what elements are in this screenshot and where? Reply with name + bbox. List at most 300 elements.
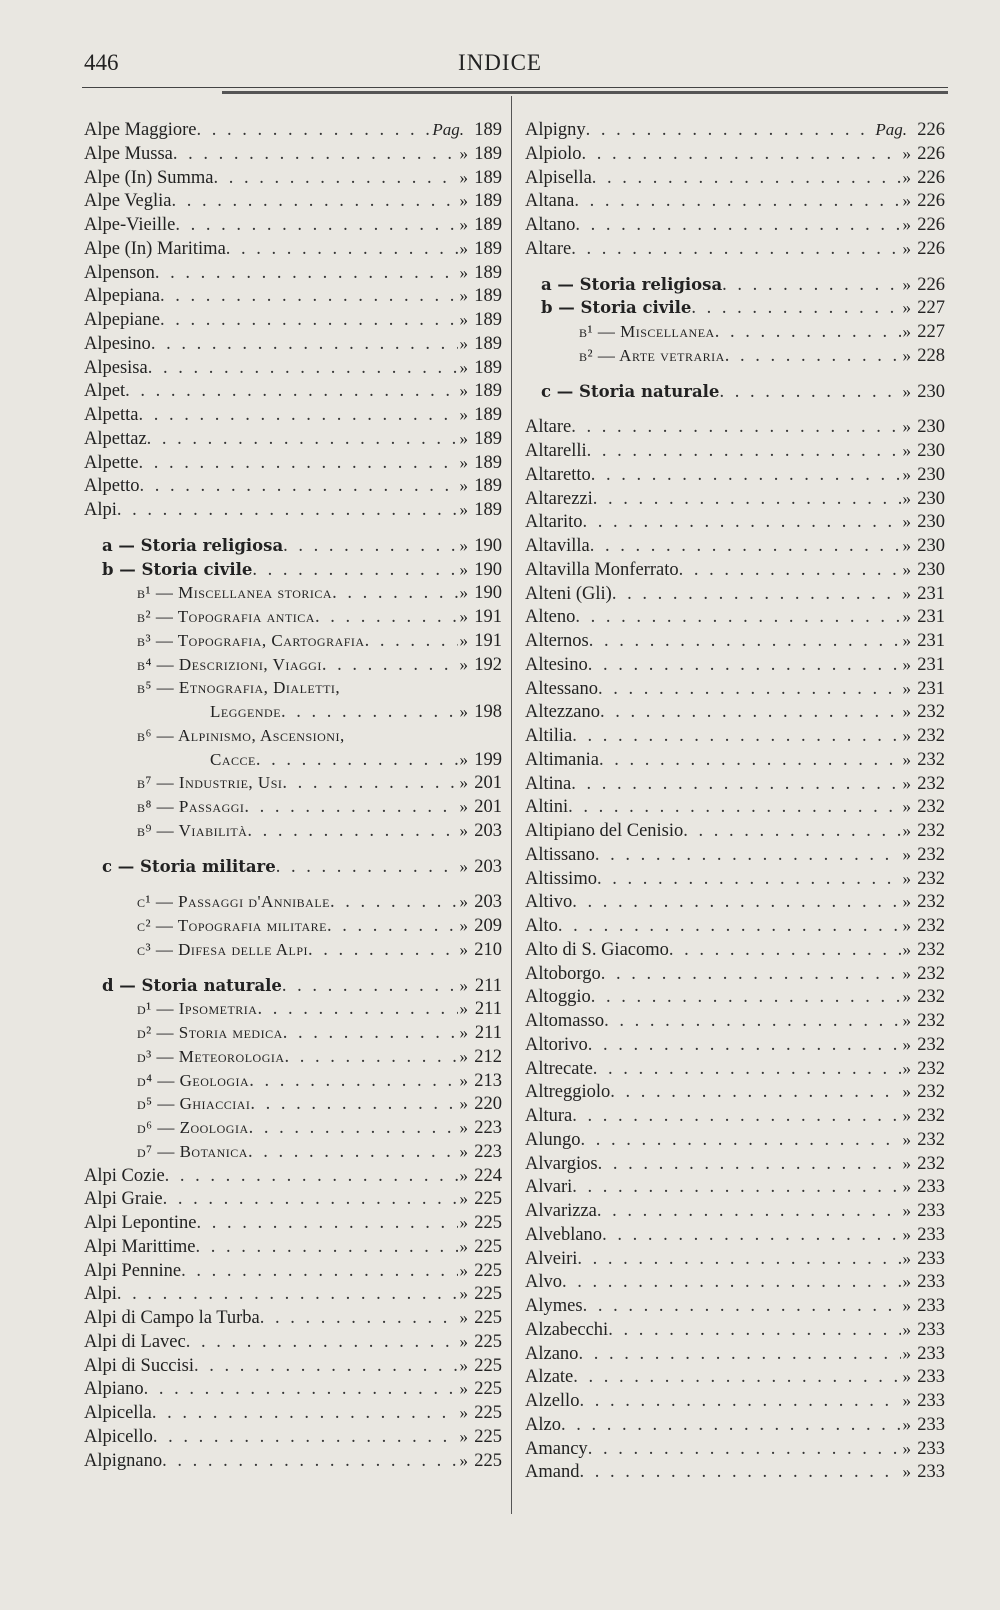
- entry-page: 203: [474, 856, 502, 877]
- entry-label: Altrecate: [525, 1058, 593, 1079]
- index-entry: [525, 320, 945, 344]
- index-entry: [525, 629, 945, 653]
- entry-page: 201: [474, 773, 502, 794]
- ditto-mark: »: [902, 488, 911, 508]
- entry-label: Alpettaz: [84, 428, 147, 449]
- entry-label: b¹ — Miscellanea: [579, 322, 715, 341]
- entry-label: Alpiano: [84, 1379, 144, 1400]
- entry-label: Altavilla Monferrato: [525, 559, 679, 580]
- dot-leader: [282, 975, 458, 998]
- index-entry: [525, 118, 945, 142]
- entry-label: Alteni (Gli): [525, 583, 612, 604]
- entry-page: 230: [917, 441, 945, 461]
- ditto-mark: »: [459, 892, 468, 912]
- index-entry: [84, 700, 502, 724]
- ditto-mark: »: [459, 535, 468, 555]
- index-entry: [84, 855, 502, 879]
- dot-leader: [722, 274, 900, 297]
- index-entry: [84, 356, 502, 380]
- entry-page: 232: [917, 702, 945, 723]
- entry-page: 225: [474, 1331, 502, 1352]
- index-entry: [525, 1413, 945, 1437]
- ditto-mark: »: [902, 1153, 911, 1173]
- ditto-mark: »: [459, 654, 468, 674]
- ditto-mark: »: [459, 167, 468, 187]
- index-entry: [525, 1460, 945, 1484]
- ditto-mark: »: [459, 1023, 468, 1042]
- ditto-mark: »: [902, 1011, 911, 1030]
- dot-leader: [598, 678, 901, 701]
- entry-page: 233: [917, 1391, 945, 1411]
- entry-label: Altreggiolo: [525, 1082, 611, 1103]
- entry-page: 232: [917, 726, 945, 746]
- entry-page: 232: [917, 1011, 945, 1031]
- ditto-mark: »: [902, 441, 911, 460]
- dot-leader: [561, 1414, 901, 1437]
- dot-leader: [571, 773, 900, 796]
- entry-label: c² — Topografia militare: [137, 916, 327, 935]
- entry-label: Alpetta: [84, 405, 139, 425]
- entry-page: 233: [917, 1296, 945, 1316]
- entry-label: c¹ — Passaggi d'Annibale: [137, 892, 330, 912]
- entry-page: 189: [474, 310, 502, 330]
- dot-leader: [575, 606, 900, 629]
- entry-label: b⁴ — Descrizioni, Viaggi: [137, 654, 322, 674]
- index-entry: [525, 962, 945, 986]
- dot-leader: [172, 190, 458, 213]
- entry-page: 232: [917, 844, 945, 865]
- ditto-mark: »: [902, 1034, 911, 1054]
- index-entry: [525, 296, 945, 320]
- entry-page: 191: [474, 607, 502, 627]
- dot-leader: [244, 796, 457, 819]
- index-entry: [84, 1330, 502, 1354]
- ditto-mark: »: [902, 1367, 911, 1387]
- dot-leader: [308, 939, 457, 962]
- dot-leader: [256, 749, 458, 772]
- dot-leader: [579, 1390, 900, 1413]
- entry-page: 201: [474, 797, 502, 817]
- dot-leader: [581, 1129, 901, 1152]
- index-entry: [84, 534, 502, 558]
- dot-leader: [589, 630, 901, 653]
- dot-leader: [571, 238, 900, 261]
- page-title: INDICE: [458, 50, 542, 75]
- entry-page: 211: [474, 999, 502, 1020]
- entry-label: Altano: [525, 215, 576, 235]
- entry-page: 189: [474, 215, 502, 235]
- ditto-mark: »: [902, 939, 911, 959]
- ditto-mark: »: [902, 512, 911, 532]
- ditto-mark: »: [459, 975, 468, 995]
- entry-label: Alpepiane: [84, 310, 161, 330]
- index-entry: [525, 938, 945, 962]
- entry-label: Altare: [525, 417, 572, 438]
- entry-page: 232: [917, 868, 945, 889]
- dot-leader: [572, 1105, 900, 1128]
- dot-leader: [152, 1402, 458, 1425]
- ditto-mark: »: [459, 1355, 468, 1375]
- index-entry: [84, 676, 502, 700]
- entry-page: 189: [474, 452, 502, 473]
- entry-label: a — Storia religiosa: [541, 274, 723, 294]
- ditto-mark: »: [902, 1462, 911, 1482]
- entry-label: b⁸ — Passaggi: [137, 797, 245, 816]
- entry-page: 189: [474, 476, 502, 497]
- dot-leader: [575, 214, 900, 237]
- ditto-mark: »: [902, 702, 911, 722]
- entry-label: d⁷ — Botanica: [137, 1141, 248, 1161]
- ditto-mark: »: [902, 536, 911, 555]
- entry-label: Amancy: [525, 1438, 588, 1459]
- entry-page: 230: [917, 464, 945, 485]
- index-entry: [84, 974, 502, 998]
- index-entry: [84, 1045, 502, 1069]
- dot-leader: [578, 1343, 900, 1366]
- dot-leader: [327, 915, 458, 938]
- ditto-mark: »: [902, 987, 911, 1007]
- index-entry: [525, 677, 945, 701]
- entry-page: 232: [917, 773, 945, 794]
- entry-page: 233: [917, 1367, 945, 1388]
- index-entry: [84, 166, 502, 190]
- dot-leader: [138, 452, 457, 475]
- ditto-mark: »: [902, 1129, 911, 1149]
- index-entry: [84, 1140, 502, 1164]
- entry-page: 210: [474, 939, 502, 960]
- ditto-mark: »: [902, 844, 911, 864]
- entry-label: b⁵ — Etnografia, Dialetti,: [137, 678, 341, 698]
- ditto-mark: »: [902, 726, 911, 745]
- index-entry: [525, 890, 945, 914]
- index-entry: [525, 415, 945, 439]
- index-entry: [525, 558, 945, 582]
- index-entry: [525, 1294, 945, 1318]
- entry-page: 189: [474, 143, 502, 164]
- dot-leader: [322, 654, 458, 677]
- entry-page: 211: [474, 1023, 502, 1043]
- entry-page: 220: [474, 1094, 502, 1115]
- ditto-mark: »: [459, 286, 468, 306]
- entry-label: Alpenson: [84, 262, 155, 283]
- entry-page: 233: [917, 1177, 945, 1198]
- entry-label: Alpicella: [84, 1403, 152, 1423]
- dot-leader: [583, 1295, 901, 1318]
- index-entry: [525, 653, 945, 677]
- dot-leader: [165, 1165, 458, 1188]
- entry-label: b — Storia civile: [541, 298, 692, 318]
- ditto-mark: »: [902, 191, 911, 211]
- entry-page: 232: [917, 1106, 945, 1126]
- dot-leader: [250, 1093, 457, 1116]
- ditto-mark: »: [459, 856, 468, 876]
- ditto-mark: »: [902, 345, 911, 365]
- dot-leader: [583, 511, 901, 534]
- ditto-mark: »: [902, 797, 911, 817]
- ditto-mark: »: [902, 821, 911, 840]
- entry-label: Alpe Maggiore: [84, 120, 197, 140]
- dot-leader: [285, 1046, 458, 1069]
- ditto-mark: »: [902, 215, 911, 234]
- index-entry: [525, 1080, 945, 1104]
- index-entry: [525, 1318, 945, 1342]
- dot-leader: [568, 796, 900, 819]
- dot-leader: [572, 725, 900, 748]
- ditto-mark: »: [459, 1213, 468, 1232]
- dot-leader: [601, 963, 901, 986]
- entry-label: c³ — Difesa delle Alpi: [137, 939, 309, 959]
- dot-leader: [155, 262, 458, 285]
- dot-leader: [197, 1212, 458, 1235]
- entry-page: 232: [917, 939, 945, 960]
- entry-label: Alvari: [525, 1177, 573, 1198]
- dot-leader: [558, 915, 901, 938]
- ditto-mark: »: [902, 143, 911, 163]
- section-gap: [84, 522, 502, 534]
- dot-leader: [260, 1307, 458, 1330]
- entry-page: 190: [474, 535, 502, 556]
- index-entry: [84, 1401, 502, 1425]
- dot-leader: [147, 428, 458, 451]
- entry-page: 232: [917, 963, 945, 984]
- entry-page: 226: [917, 274, 945, 295]
- dot-leader: [226, 238, 458, 261]
- entry-label: Alpisella: [525, 167, 592, 188]
- entry-page: 233: [917, 1438, 945, 1459]
- ditto-mark: »: [459, 1308, 468, 1327]
- ditto-mark: »: [459, 1189, 468, 1209]
- dot-leader: [588, 654, 901, 677]
- dot-leader: [610, 1081, 900, 1104]
- dot-leader: [725, 345, 901, 368]
- ditto-mark: »: [459, 381, 468, 401]
- entry-label: Altesino: [525, 654, 588, 675]
- entry-label: Alpigny: [525, 120, 586, 140]
- ditto-mark: »: [902, 1058, 911, 1078]
- entry-label: b¹ — Miscellanea storica: [137, 583, 333, 603]
- ditto-mark: »: [902, 749, 911, 769]
- entry-label: Alvo: [525, 1272, 562, 1293]
- dot-leader: [197, 119, 431, 142]
- dot-leader: [587, 440, 901, 463]
- entry-label: d¹ — Ipsometria: [137, 999, 258, 1019]
- ditto-mark: »: [459, 333, 468, 353]
- entry-page: 189: [474, 333, 502, 354]
- ditto-mark: »: [902, 1106, 911, 1125]
- entry-page: 232: [917, 797, 945, 818]
- entry-label: Altivo: [525, 892, 573, 913]
- index-column-right: [525, 118, 945, 1484]
- entry-label: Alpesisa: [84, 357, 148, 378]
- entry-label: Altorivo: [525, 1034, 588, 1055]
- ditto-mark: »: [902, 868, 911, 888]
- index-entry: [84, 1282, 502, 1306]
- ditto-mark: »: [459, 238, 468, 258]
- entry-page: 233: [917, 1319, 945, 1340]
- entry-label: Altomasso: [525, 1011, 605, 1031]
- entry-page: 228: [917, 345, 945, 366]
- index-entry: [84, 1259, 502, 1283]
- entry-label: Alpesino: [84, 333, 151, 354]
- index-entry: [525, 1057, 945, 1081]
- index-entry: [525, 189, 945, 213]
- dot-leader: [593, 1058, 901, 1081]
- entry-label: Alto di S. Giacomo: [525, 939, 669, 960]
- entry-label: Alvarizza: [525, 1201, 597, 1221]
- entry-label: Altina: [525, 773, 572, 794]
- index-entry: [525, 166, 945, 190]
- section-gap: [84, 878, 502, 890]
- dot-leader: [573, 1366, 900, 1389]
- index-entry: [525, 748, 945, 772]
- entry-label: Alpi Marittime: [84, 1236, 196, 1257]
- index-entry: [84, 403, 502, 427]
- entry-page: 209: [474, 916, 502, 936]
- entry-page: 226: [917, 238, 945, 259]
- entry-page: 232: [917, 1129, 945, 1150]
- entry-page: 189: [474, 357, 502, 378]
- ditto-mark: »: [902, 1319, 911, 1339]
- dot-leader: [602, 1224, 900, 1247]
- entry-page: 203: [474, 892, 502, 913]
- ditto-mark: »: [902, 1296, 911, 1315]
- ditto-mark: »: [459, 916, 468, 935]
- dot-leader: [163, 1188, 458, 1211]
- entry-label: a — Storia religiosa: [102, 535, 284, 555]
- header-rule: [82, 87, 948, 88]
- entry-label: b² — Arte vetraria: [579, 345, 725, 365]
- entry-page: 230: [917, 417, 945, 438]
- section-gap: [525, 403, 945, 415]
- ditto-mark: »: [902, 963, 911, 983]
- dot-leader: [332, 582, 457, 605]
- dot-leader: [715, 321, 901, 344]
- index-entry: [525, 1033, 945, 1057]
- entry-label: Alpi di Campo la Turba: [84, 1308, 260, 1328]
- ditto-mark: »: [459, 357, 468, 377]
- ditto-mark: »: [902, 559, 911, 579]
- entry-label: Alymes: [525, 1296, 583, 1316]
- dot-leader: [597, 1200, 901, 1223]
- entry-page: 213: [474, 1070, 502, 1091]
- ditto-mark: »: [902, 631, 911, 650]
- entry-page: 233: [917, 1248, 945, 1269]
- entry-label: Altilia: [525, 726, 573, 746]
- dot-leader: [591, 464, 901, 487]
- entry-page: 225: [474, 1379, 502, 1400]
- dot-leader: [117, 1283, 458, 1306]
- dot-leader: [598, 1153, 901, 1176]
- index-entry: [525, 213, 945, 237]
- index-entry: [84, 914, 502, 938]
- section-gap: [525, 261, 945, 273]
- ditto-mark: »: [459, 559, 468, 579]
- entry-label: Alpe-Vieille: [84, 215, 176, 235]
- dot-leader: [148, 357, 458, 380]
- entry-label: Alpetto: [84, 476, 140, 497]
- ditto-mark: »: [902, 1414, 911, 1434]
- entry-label: Alpiolo: [525, 143, 582, 164]
- ditto-mark: »: [902, 417, 911, 437]
- dot-leader: [600, 701, 901, 724]
- index-entry: [84, 653, 502, 677]
- entry-page: 226: [917, 215, 945, 235]
- entry-label: c — Storia naturale: [541, 381, 720, 401]
- entry-label: b — Storia civile: [102, 559, 253, 579]
- ditto-mark: »: [459, 1450, 468, 1470]
- ditto-mark: »: [459, 583, 468, 603]
- index-entry: [84, 581, 502, 605]
- ditto-mark: »: [902, 1248, 911, 1268]
- entry-page: 230: [917, 559, 945, 580]
- entry-page: 230: [917, 536, 945, 556]
- entry-label: b⁶ — Alpinismo, Ascensioni,: [137, 725, 345, 745]
- entry-page: 189: [474, 238, 502, 259]
- entry-page: 230: [917, 381, 945, 402]
- entry-page: 232: [917, 749, 945, 770]
- ditto-mark: »: [459, 405, 468, 424]
- index-entry: [525, 1342, 945, 1366]
- index-entry: [84, 1354, 502, 1378]
- ditto-mark: »: [902, 1438, 911, 1458]
- ditto-mark: »: [902, 274, 911, 294]
- index-entry: [525, 463, 945, 487]
- index-entry: [84, 795, 502, 819]
- index-entry: [525, 582, 945, 606]
- dot-leader: [572, 1176, 900, 1199]
- dot-leader: [612, 583, 901, 606]
- dot-leader: [586, 119, 874, 142]
- entry-label: b³ — Topografia, Cartografia: [137, 630, 365, 650]
- entry-label: d⁵ — Ghiacciai: [137, 1094, 251, 1114]
- entry-page: 224: [474, 1165, 502, 1186]
- page-number: 446: [84, 50, 119, 75]
- entry-page: 190: [474, 583, 502, 604]
- index-entry: [84, 118, 502, 142]
- dot-leader: [591, 986, 901, 1009]
- dot-leader: [160, 309, 457, 332]
- entry-label: Altissano: [525, 844, 595, 865]
- ditto-mark: »: [902, 1224, 911, 1244]
- ditto-mark: »: [902, 1343, 911, 1363]
- index-entry: [525, 843, 945, 867]
- entry-label: Alpi Cozie: [84, 1165, 165, 1186]
- entry-page: 189: [474, 167, 502, 188]
- index-entry: [84, 1211, 502, 1235]
- entry-label: Alpi Graie: [84, 1189, 163, 1210]
- dot-leader: [608, 1319, 900, 1342]
- entry-page: 233: [917, 1414, 945, 1435]
- entry-page: 231: [917, 631, 945, 651]
- entry-page: 233: [917, 1462, 945, 1483]
- dot-leader: [592, 167, 901, 190]
- entry-page: 223: [474, 1141, 502, 1162]
- dot-leader: [181, 1260, 457, 1283]
- entry-label: Alpi Pennine: [84, 1260, 182, 1281]
- ditto-mark: »: [902, 1391, 911, 1410]
- entry-label: Altoggio: [525, 987, 591, 1008]
- index-entry: [525, 237, 945, 261]
- ditto-mark: »: [902, 1272, 911, 1292]
- entry-label: Alto: [525, 916, 558, 936]
- ditto-mark: »: [459, 1403, 468, 1422]
- entry-page: 226: [917, 167, 945, 188]
- entry-page: 225: [474, 1355, 502, 1376]
- column-divider: [511, 96, 512, 1514]
- dot-leader: [593, 488, 901, 511]
- entry-page: 227: [917, 322, 945, 342]
- entry-label: Alzabecchi: [525, 1319, 609, 1340]
